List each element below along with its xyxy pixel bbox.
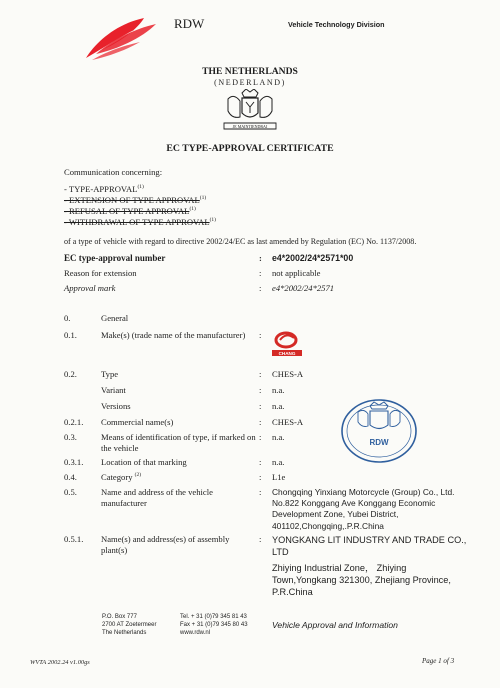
- mark-colon: :: [259, 283, 262, 293]
- option-withdrawal: - WITHDRAWAL OF TYPE APPROVAL$^{(1)}$: [64, 217, 216, 227]
- row-0-1: 0.1. Make(s) (trade name of the manufacturer) :: [64, 330, 262, 340]
- footer-address-1: P.O. Box 777: [102, 614, 137, 620]
- row-0-5-1: 0.5.1. Name(s) and address(es) of assembly plant(s) : YONGKANG LIT INDUSTRY AND TRADE CO., LTD: [64, 534, 467, 557]
- reason-label: Reason for extension: [64, 268, 137, 278]
- make-logo-text: CHANG: [278, 351, 296, 356]
- mark-value: e4*2002/24*2571: [272, 283, 335, 293]
- row-variant: Variant : n.a.: [101, 385, 285, 395]
- org-name: RDW: [174, 16, 205, 31]
- coat-of-arms-icon: [222, 89, 278, 133]
- rdw-logo-icon: [82, 14, 160, 62]
- reason-value: not applicable: [272, 268, 321, 278]
- reason-colon: :: [259, 268, 262, 278]
- directive-text: of a type of vehicle with regard to directive 2002/24/EC as last amended by Regulation (EC) No. 1137/2008.: [64, 237, 417, 246]
- certificate-title: EC TYPE-APPROVAL CERTIFICATE: [166, 143, 334, 154]
- approval-colon: :: [259, 253, 262, 263]
- option-extension: - EXTENSION OF TYPE APPROVAL$^{(1)}$: [64, 195, 207, 205]
- footer-website[interactable]: www.rdw.nl: [180, 630, 211, 636]
- option-refusal: - REFUSAL OF TYPE APPROVAL$^{(1)}$: [64, 206, 196, 216]
- approval-number-label: EC type-approval number: [64, 253, 166, 263]
- plant-address: Zhiying Industrial Zone， Zhiying Town,Yongkang 321300, Zhejiang Province, P.R.China: [272, 563, 451, 598]
- make-logo-icon: [270, 330, 304, 358]
- row-0-2-1: 0.2.1. Commercial name(s) : CHES-A: [64, 417, 304, 427]
- mark-label: Approval mark: [64, 283, 116, 293]
- country-title: THE NETHERLANDS: [202, 66, 298, 77]
- footer-fax: Fax + 31 (0)79 345 80 43: [180, 622, 248, 628]
- footer-address-2: 2700 AT Zoetermeer: [102, 622, 157, 628]
- row-0-2: 0.2. Type : CHES-A: [64, 369, 304, 379]
- row-versions: Versions : n.a.: [101, 401, 285, 411]
- row-0-5: 0.5. Name and address of the vehicle manufacturer : Chongqing Yinxiang Motorcycle (Group) Co., Ltd. No.822 Konggang Ave Konggang Economic Development Zone, Yubei District, 401102,Chongqing,.P.R.China: [64, 487, 455, 531]
- footer-address-3: The Netherlands: [102, 630, 147, 636]
- footer-tagline: Vehicle Approval and Information: [272, 620, 398, 630]
- country-native: (NEDERLAND): [214, 78, 286, 87]
- row-0-3-1: 0.3.1. Location of that marking : n.a.: [64, 457, 285, 467]
- page-number: Page 1 of 3: [422, 657, 455, 665]
- form-id: WVTA 2002.24 v1.00gs: [30, 659, 90, 666]
- crest-motto: JE MAINTIENDRAI: [232, 124, 268, 129]
- stamp-text: RDW: [369, 438, 389, 447]
- approval-number-value: e4*2002/24*2571*00: [272, 253, 354, 263]
- row-0-3: 0.3. Means of identification of type, if marked on the vehicle : n.a.: [64, 432, 285, 453]
- row-0: 0. General: [64, 313, 129, 323]
- rdw-stamp-icon: [340, 398, 418, 464]
- row-0-4: 0.4. Category $^{(2)}$ : L1e: [64, 472, 286, 482]
- option-type-approval: - TYPE-APPROVAL$^{(1)}$: [64, 184, 144, 194]
- communication-label: Communication concerning:: [64, 167, 163, 177]
- footer-tel: Tel. + 31 (0)79 345 81 43: [180, 614, 247, 620]
- division-name: Vehicle Technology Division: [288, 20, 385, 29]
